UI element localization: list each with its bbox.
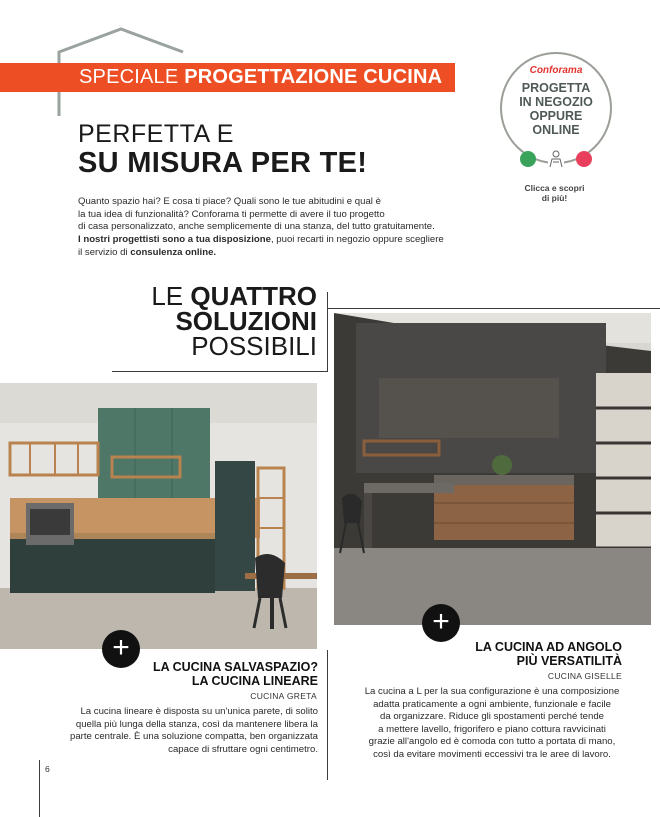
headline-line-2: SU MISURA PER TE! — [78, 147, 368, 179]
divider-line — [327, 308, 660, 309]
linear-kitchen-photo — [0, 383, 317, 649]
card-title-line: LA CUCINA SALVASPAZIO? — [152, 660, 318, 674]
corner-kitchen-description — [342, 686, 642, 762]
expand-plus-button[interactable]: + — [102, 630, 140, 668]
linear-kitchen-subtitle: CUCINA GRETA — [250, 691, 317, 701]
badge-title-line: OPPURE — [529, 109, 583, 123]
intro-paragraph — [78, 196, 498, 260]
red-dot — [576, 151, 592, 167]
card-title-line: LA CUCINA LINEARE — [191, 674, 318, 688]
divider-line — [39, 760, 40, 817]
design-service-badge[interactable] — [500, 52, 612, 164]
banner-light-text: SPECIALE — [79, 66, 185, 88]
badge-caption-line: Clicca e scopri — [524, 183, 585, 193]
section-title — [151, 281, 317, 361]
divider-line — [327, 292, 328, 372]
card-body-line: La cucina a L per la sua configurazione è una composizione — [364, 686, 620, 697]
card-body-line: capace di sfruttare ogni centimetro. — [168, 743, 318, 755]
card-body-line: così da evitare movimenti eccessivi tra le aree di lavoro. — [373, 748, 611, 760]
person-icon — [548, 150, 564, 168]
badge-title-line: ONLINE — [532, 123, 580, 137]
badge-caption[interactable] — [512, 183, 597, 203]
card-body-line: parte centrale. È una soluzione compatta, ben organizzata — [70, 731, 318, 743]
card-body-line: da organizzare. Riduce gli spostamenti perché tende — [380, 711, 604, 723]
intro-text: di casa personalizzato, anche semplicemente di una stanza, del tutto gratuitamente. — [78, 221, 435, 233]
corner-kitchen-title — [382, 640, 622, 668]
page-headline — [78, 122, 367, 178]
badge-caption-line: di più! — [541, 193, 568, 203]
header-banner — [0, 63, 455, 92]
page-number: 6 — [45, 764, 50, 774]
section-title-word: SOLUZIONI — [175, 306, 317, 336]
card-body-line: a mettere lavello, frigorifero e piano cottura ravvicinati — [378, 723, 606, 735]
headline-line-1: PERFETTA E — [78, 120, 234, 148]
green-dot — [520, 151, 536, 167]
card-body-line: La cucina lineare è disposta su un'unica parete, di solito — [80, 706, 318, 717]
badge-title-line: IN NEGOZIO — [519, 95, 593, 109]
card-body-line: grazie all'angolo ed è comoda con tutto a portata di mano, — [368, 736, 616, 748]
section-title-word: POSSIBILI — [191, 331, 317, 361]
intro-bold-text: consulenza online. — [130, 246, 217, 258]
card-title-line: LA CUCINA AD ANGOLO — [475, 640, 622, 654]
card-body-line: adatta praticamente a ogni ambiente, funzionale e facile — [373, 698, 611, 710]
intro-bold-text: I nostri progettisti sono a tua disposizione — [78, 234, 271, 246]
section-title-word: LE — [151, 281, 191, 311]
badge-title — [510, 81, 602, 137]
linear-kitchen-title — [78, 660, 318, 688]
expand-plus-button[interactable]: + — [422, 604, 460, 642]
banner-bold-text: PROGETTAZIONE CUCINA — [184, 66, 443, 88]
card-body-line: quella più lunga della stanza, così da mantenere libera la — [75, 718, 318, 730]
section-title-word: QUATTRO — [190, 281, 317, 311]
divider-line — [327, 650, 328, 780]
card-title-line: PIÙ VERSATILITÀ — [516, 654, 622, 668]
badge-title-line: PROGETTA — [521, 81, 591, 95]
divider-line — [112, 371, 328, 372]
intro-text: il servizio di — [78, 246, 131, 258]
corner-kitchen-subtitle: CUCINA GISELLE — [547, 671, 622, 681]
intro-text: , puoi recarti in negozio oppure scegliere — [270, 234, 444, 246]
conforama-logo: Conforama — [529, 65, 583, 76]
intro-text: la tua idea di funzionalità? Conforama ti permette di avere il tuo progetto — [78, 208, 385, 220]
corner-kitchen-photo — [334, 313, 651, 625]
linear-kitchen-description — [28, 706, 318, 756]
intro-text: Quanto spazio hai? E cosa ti piace? Quali sono le tue abitudini e qual è — [78, 196, 381, 207]
